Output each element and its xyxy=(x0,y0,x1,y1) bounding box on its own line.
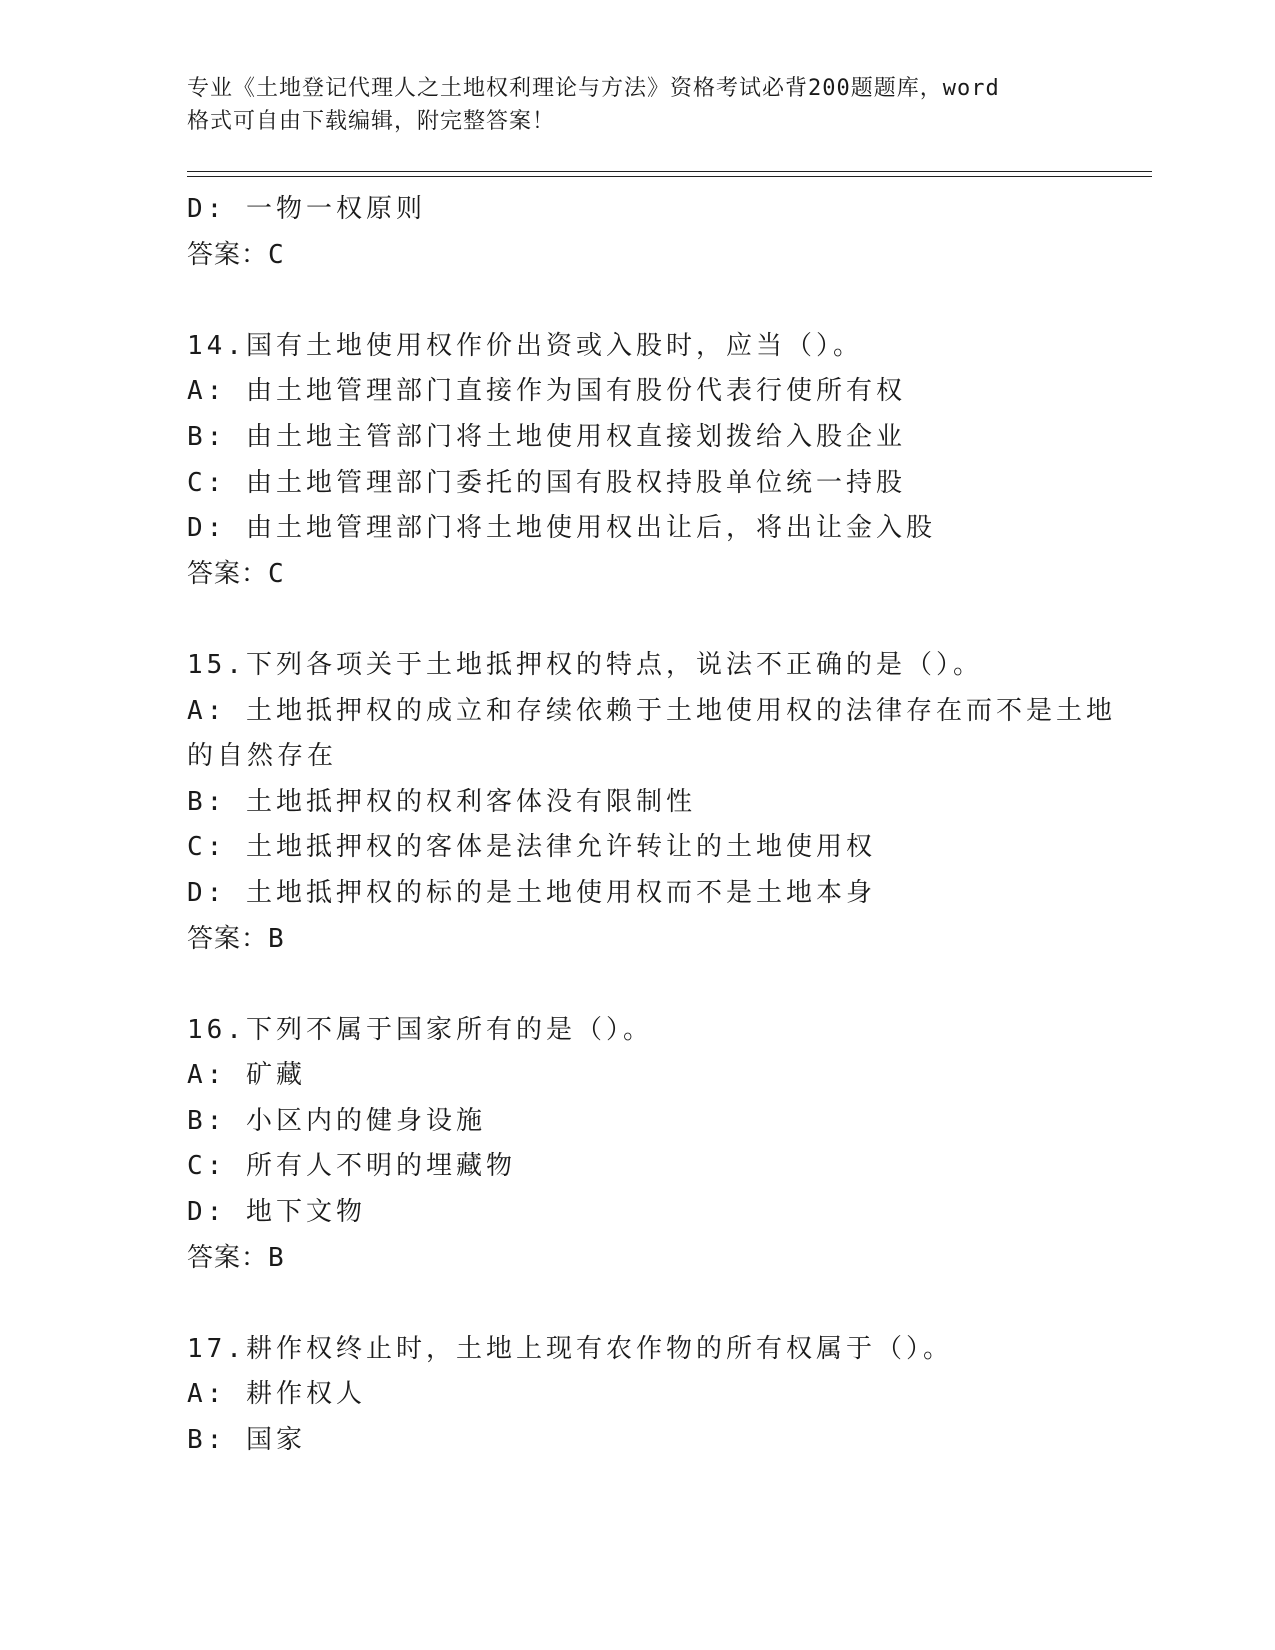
header-line-1: 专业《土地登记代理人之土地权利理论与方法》资格考试必背200题题库，word xyxy=(187,76,1000,101)
question-14-stem: 14.国有土地使用权作价出资或入股时，应当（）。 xyxy=(187,330,863,361)
question-16-option-a: A: 矿藏 xyxy=(187,1060,306,1091)
spacer xyxy=(187,1281,1087,1327)
question-17-option-b: B: 国家 xyxy=(187,1425,306,1456)
question-15-stem: 15.下列各项关于土地抵押权的特点，说法不正确的是（）。 xyxy=(187,649,983,680)
question-16-option-b: B: 小区内的健身设施 xyxy=(187,1105,486,1136)
question-15-option-a: A: 土地抵押权的成立和存续依赖于土地使用权的法律存在而不是土地 xyxy=(187,695,1116,726)
question-16-option-d: D: 地下文物 xyxy=(187,1197,366,1228)
question-14-answer: 答案：C xyxy=(187,558,285,589)
question-15-option-c: C: 土地抵押权的客体是法律允许转让的土地使用权 xyxy=(187,832,876,863)
option-d: D: 一物一权原则 xyxy=(187,194,426,224)
question-15-option-d: D: 土地抵押权的标的是土地使用权而不是土地本身 xyxy=(187,877,876,908)
spacer xyxy=(187,962,1087,1008)
question-15-option-a-continued: 的自然存在 xyxy=(187,741,338,772)
question-list xyxy=(187,187,1116,1464)
question-14-option-a: A: 由土地管理部门直接作为国有股份代表行使所有权 xyxy=(187,376,906,407)
header-divider-bottom xyxy=(187,176,1152,177)
question-14-option-b: B: 由土地主管部门将土地使用权直接划拨给入股企业 xyxy=(187,421,906,452)
question-14-option-d: D: 由土地管理部门将土地使用权出让后，将出让金入股 xyxy=(187,513,936,544)
spacer xyxy=(187,278,1087,324)
question-16-answer: 答案：B xyxy=(187,1242,285,1273)
question-17-stem: 17.耕作权终止时，土地上现有农作物的所有权属于（）。 xyxy=(187,1333,953,1364)
question-17-option-a: A: 耕作权人 xyxy=(187,1379,366,1410)
header-divider-top xyxy=(187,171,1152,172)
question-16-option-c: C: 所有人不明的埋藏物 xyxy=(187,1151,516,1182)
question-16-stem: 16.下列不属于国家所有的是（）。 xyxy=(187,1014,653,1045)
document-header xyxy=(187,72,1067,138)
spacer xyxy=(187,597,1087,643)
question-15-option-b: B: 土地抵押权的权利客体没有限制性 xyxy=(187,786,696,817)
question-15-answer: 答案：B xyxy=(187,923,285,954)
answer-text: 答案：C xyxy=(187,239,285,270)
question-14-option-c: C: 由土地管理部门委托的国有股权持股单位统一持股 xyxy=(187,467,906,498)
header-line-2: 格式可自由下载编辑，附完整答案！ xyxy=(187,109,556,134)
